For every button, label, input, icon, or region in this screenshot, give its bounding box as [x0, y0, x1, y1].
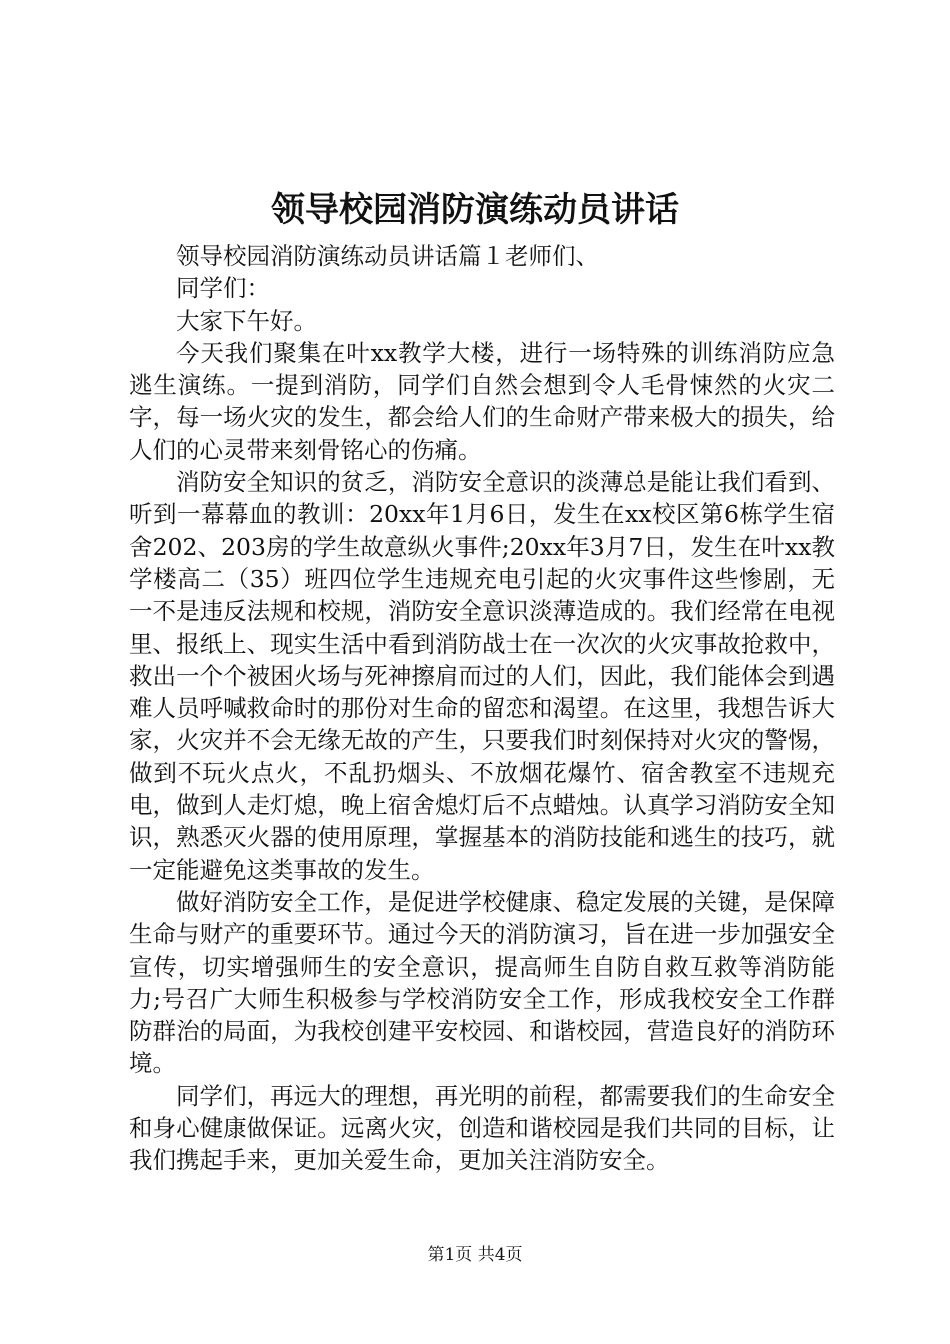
page-footer: 第1页 共4页	[427, 1245, 523, 1265]
paragraph: 消防安全知识的贫乏，消防安全意识的淡薄总是能让我们看到、听到一幕幕血的教训：20xx年1月6日，发生在xx校区第6栋学生宿舍202、203房的学生故意纵火事件;20xx年3月7日，发生在叶xx教学楼高二（35）班四位学生违规充电引起的火灾事件这些惨剧，无一不是违反法规和校规，消防安全意识淡薄造成的。我们经常在电视里、报纸上、现实生活中看到消防战士在一次次的火灾事故抢救中，救出一个个被困火场与死神擦肩而过的人们，因此，我们能体会到遇难人员呼喊救命时的那份对生命的留恋和渴望。在这里，我想告诉大家，火灾并不会无缘无故的产生，只要我们时刻保持对火灾的警惕，做到不玩火点火，不乱扔烟头、不放烟花爆竹、宿舍教室不违规充电，做到人走灯熄，晚上宿舍熄灯后不点蜡烛。认真学习消防安全知识，熟悉灭火器的使用原理，掌握基本的消防技能和逃生的技巧，就一定能避免这类事故的发生。	[129, 468, 835, 884]
paragraph: 领导校园消防演练动员讲话篇１老师们、	[176, 242, 599, 270]
document-body	[129, 240, 835, 1177]
paragraph: 同学们：	[176, 274, 270, 303]
paragraph: 做好消防安全工作，是促进学校健康、稳定发展的关键，是保障生命与财产的重要环节。通过今天的消防演习，旨在进一步加强安全宣传，切实增强师生的安全意识，提高师生自防自救互救等消防能力;号召广大师生积极参与学校消防安全工作，形成我校安全工作群防群治的局面，为我校创建平安校园、和谐校园，营造良好的消防环境。	[129, 887, 835, 1078]
paragraph: 大家下午好。	[176, 306, 317, 335]
paragraph: 今天我们聚集在叶xx教学大楼，进行一场特殊的训练消防应急逃生演练。一提到消防，同学们自然会想到令人毛骨悚然的火灾二字，每一场火灾的发生，都会给人们的生命财产带来极大的损失，给人们的心灵带来刻骨铭心的伤痛。	[129, 338, 835, 464]
paragraph: 同学们，再远大的理想，再光明的前程，都需要我们的生命安全和身心健康做保证。远离火灾，创造和谐校园是我们共同的目标，让我们携起手来，更加关爱生命，更加关注消防安全。	[129, 1081, 835, 1175]
document-title: 领导校园消防演练动员讲话	[271, 190, 679, 230]
